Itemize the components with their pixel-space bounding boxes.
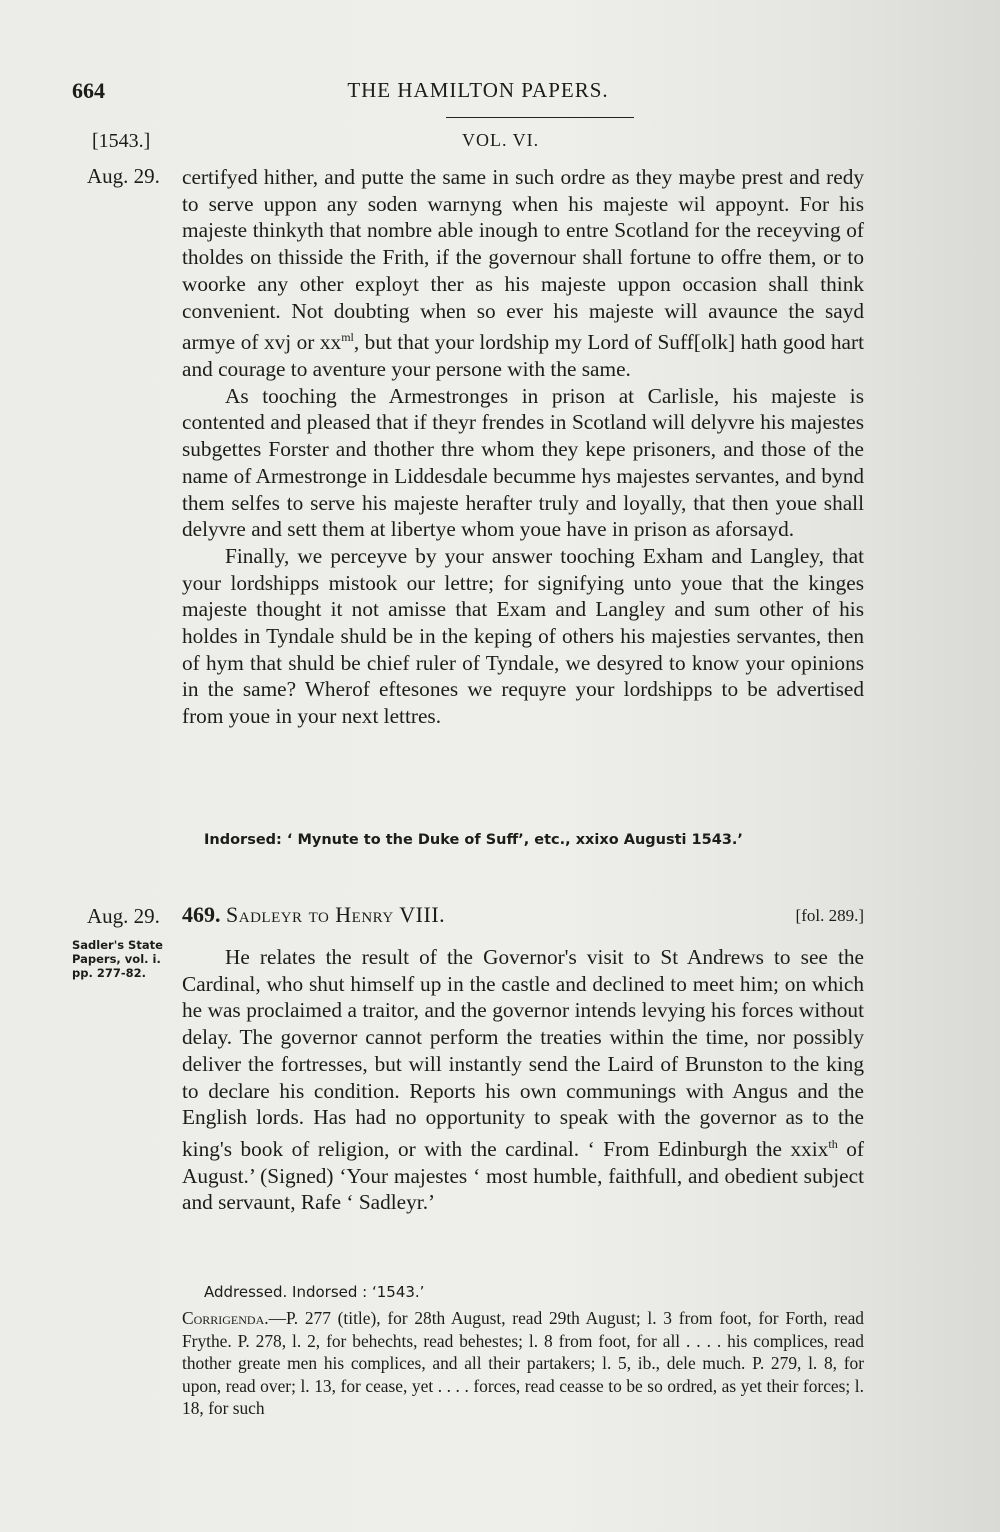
indorsement: Indorsed: ‘ Mynute to the Duke of Suff’, etc., xxixo Augusti 1543.’: [204, 832, 743, 848]
corrigenda-heading: Corrigenda.: [182, 1308, 269, 1328]
text-line: intends levying his forces without delay. The governor cannot: [182, 998, 864, 1050]
text-line: fortresses, but will instantly send the Laird of Brunston to the king: [280, 1051, 864, 1076]
folio-reference: [fol. 289.]: [795, 906, 864, 925]
text-line: Langley, that your lordshipps mistook our lettre; for signifying unto: [182, 543, 864, 595]
text-line: to declare his condition. Reports his own communings with Angus: [182, 1078, 788, 1103]
text-line: keping of others his majesties servantes, then of hym that shuld be: [182, 624, 865, 675]
sidenote-line: pp. 277-82.: [72, 966, 146, 980]
superscript: th: [828, 1136, 838, 1151]
letter-body: [182, 164, 864, 730]
text-line: hart and courage to aventure your persone with the same.: [182, 330, 865, 382]
letter-paragraph-3: [182, 543, 864, 730]
text-line: majeste herafter truly and loyally, that then youe shall delyvre: [182, 490, 865, 542]
addressed-note: Addressed. Indorsed : ‘1543.’: [204, 1283, 425, 1301]
source-sidenote: [72, 938, 172, 980]
entry-date: Aug. 29.: [87, 904, 160, 928]
text-line: meet him; on which he was proclaimed a traitor, and the governor: [182, 971, 864, 1023]
text-line: youe that the kinges majeste thought it not amisse that Exam and: [182, 570, 865, 622]
text-line: his majestes subgettes Forster and thother thre whom they kepe: [182, 410, 864, 462]
letter-date: Aug. 29.: [87, 164, 160, 188]
text-line: exployt ther as his majeste uppon occasion shall think convenient.: [182, 271, 865, 323]
entry-number: 469.: [182, 902, 221, 927]
text-line: prisoners, and those of the name of Armestronge in Liddesdale: [182, 437, 864, 488]
letter-paragraph-2: [182, 383, 864, 543]
text-line: same? Wherof eftesones we requyre your lordshipps to be: [242, 677, 768, 702]
year-marker: [1543.]: [92, 130, 151, 152]
text-line: Not doubting when so ever his majeste will avaunce the sayd armye: [182, 298, 864, 355]
text-line: prest and redy to serve uppon any soden warnyng when his majeste: [182, 165, 864, 216]
sidenote-line: Papers, vol. i.: [72, 952, 161, 966]
text-line: ‘ From Edinburgh the xxix: [587, 1137, 829, 1162]
text-line: and sett them at libertye whom youe have in prison as aforsayd.: [251, 517, 795, 542]
header-rule: [446, 117, 634, 118]
text-line: wil appoynt. For his majeste thinkyth that nombre able inough to: [182, 191, 864, 243]
corrigenda-text: —P. 277 (title), for 28th August, read 29th August; l. 3 from foot, for Forth, read Frythe. P. 278, l. 2, for behechts, read behestes; l. 8 from foot, for all . . . . his complices, read thother greate men his complices, and all their partakers; l. 5, ib., dele much. P. 279, l. 8, for upon, read over; l. 13, for cease, yet . . . . forces, read ceasse to be so ordred, as yet their forces; l. 18, for such: [182, 1308, 864, 1418]
sidenote-line: Sadler's State: [72, 938, 163, 952]
text-line: , but that your lordship my Lord of Suff[olk] hath good: [353, 330, 826, 355]
entry-heading: [182, 902, 864, 928]
letter-paragraph-1: [182, 164, 864, 383]
text-line: advertised from youe in your next lettres.: [182, 677, 864, 729]
text-line: As tooching the Armestronges in prison at Carlisle, his majeste is: [225, 383, 864, 408]
text-line: of August.’ (Signed) ‘Your majestes: [182, 1137, 864, 1188]
text-line: governor as to the king's book of religion, or with the cardinal.: [182, 1105, 864, 1162]
text-line: the Cardinal, who shut himself up in the castle and declined to: [182, 945, 865, 996]
text-line: certifyed hither, and putte the same in such ordre as they maybe: [182, 165, 736, 189]
text-line: Finally, we perceyve by your answer tooching Exham and: [225, 543, 743, 568]
text-line: entre Scotland for the receyving of tholdes on thisside the Frith, if: [182, 218, 865, 270]
volume-label: VOL. VI.: [462, 130, 540, 150]
text-line: He relates the result of the Governor's visit to St Andrews to see: [225, 945, 828, 969]
entry-body: [182, 944, 864, 1216]
text-line: and the English lords. Has had no opportunity to speak with the: [182, 1078, 865, 1130]
superscript: ml: [341, 330, 354, 345]
text-line: perform the treaties within the time, nor possibly deliver the: [182, 1025, 864, 1076]
text-line: Langley and sum other of his holdes in Tyndale shuld be in the: [182, 597, 864, 649]
text-line: ‘ most humble, faithfull, and obedient subject and servaunt, Rafe: [182, 1163, 865, 1215]
page-number: 664: [72, 78, 105, 103]
text-line: ‘ Sadleyr.’: [346, 1190, 436, 1215]
running-title: THE HAMILTON PAPERS.: [347, 78, 609, 102]
entry-title: Sadleyr to Henry VIII.: [226, 902, 446, 927]
text-line: contented and pleased that if theyr frendes in Scotland will delyvre: [182, 410, 755, 435]
text-line: becumme hys majestes servantes, and bynd them selfes to serve his: [182, 463, 864, 515]
text-line: of xvj or xx: [240, 330, 342, 355]
text-line: chief ruler of Tyndale, we desyred to know your opinions in the: [182, 650, 865, 702]
page-header: [72, 78, 884, 108]
text-line: the governour shall fortune to offre them, or to woorke any other: [182, 245, 864, 296]
corrigenda: [182, 1307, 864, 1420]
